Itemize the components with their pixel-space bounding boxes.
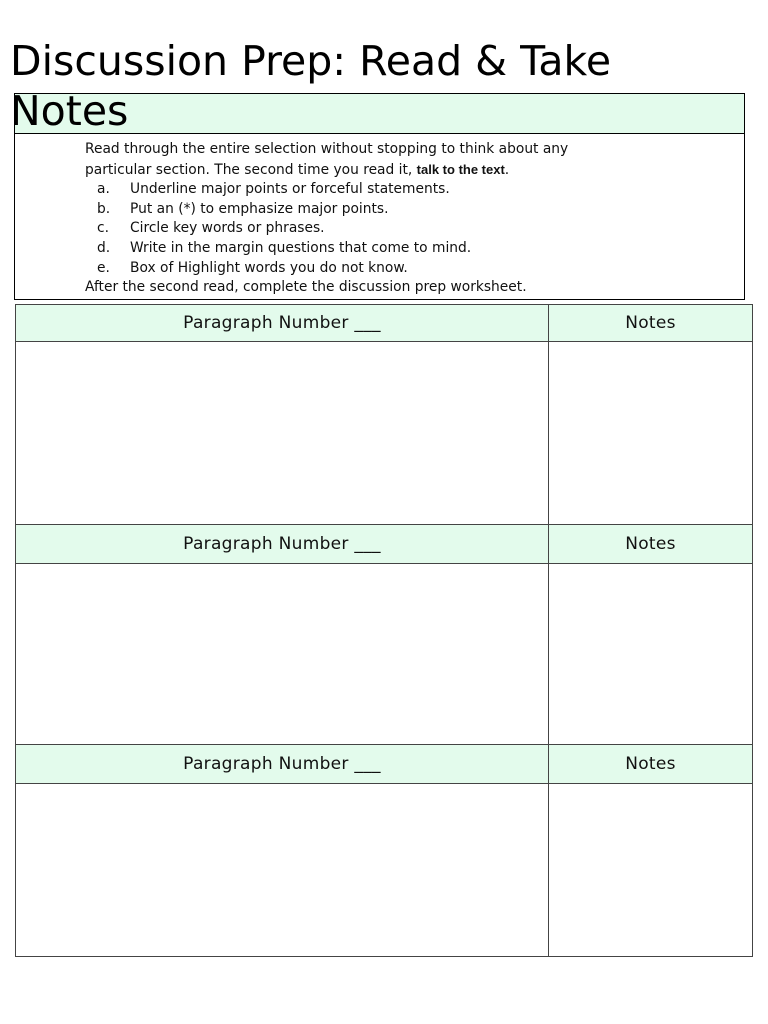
step-text: Underline major points or forceful statements. — [130, 181, 450, 198]
section-body-row — [16, 784, 753, 957]
talk-to-text-emphasis: talk to the text — [416, 161, 505, 177]
notes-header: Notes — [549, 305, 753, 342]
section-header-row — [16, 305, 753, 342]
step-item — [85, 239, 744, 259]
instructions-line-2-text: particular section. The second time you read it, — [85, 161, 417, 178]
paragraph-writing-area[interactable] — [16, 342, 549, 525]
paragraph-number-header: Paragraph Number ___ — [16, 305, 549, 342]
notes-header: Notes — [549, 525, 753, 564]
notes-writing-area[interactable] — [549, 564, 753, 745]
step-label: d. — [97, 239, 111, 256]
step-item — [85, 219, 744, 239]
section-header-row — [16, 525, 753, 564]
instructions-line-2-end: . — [504, 161, 510, 178]
step-label: e. — [97, 259, 110, 276]
section-body-row — [16, 564, 753, 745]
paragraph-number-header: Paragraph Number ___ — [16, 525, 549, 564]
instructions-closing: After the second read, complete the discussion prep worksheet. — [85, 279, 527, 296]
paragraph-number-header: Paragraph Number ___ — [16, 745, 549, 784]
step-label: a. — [97, 181, 110, 198]
step-item — [85, 259, 744, 279]
section-header-row — [16, 745, 753, 784]
notes-writing-area[interactable] — [549, 784, 753, 957]
notes-header: Notes — [549, 745, 753, 784]
step-label: c. — [97, 220, 109, 237]
step-item — [85, 180, 744, 200]
page-title: Discussion Prep: Read & Take Notes — [10, 37, 612, 135]
step-text: Write in the margin questions that come to mind. — [130, 239, 472, 256]
paragraph-writing-area[interactable] — [16, 784, 549, 957]
notes-writing-area[interactable] — [549, 342, 753, 525]
notes-table — [15, 304, 753, 957]
step-text: Circle key words or phrases. — [130, 220, 325, 237]
step-text: Box of Highlight words you do not know. — [130, 259, 408, 276]
paragraph-writing-area[interactable] — [16, 564, 549, 745]
instructions-line-1: Read through the entire selection without stopping to think about any — [85, 141, 569, 157]
instructions-line-2 — [85, 160, 744, 181]
step-label: b. — [97, 200, 111, 217]
section-body-row — [16, 342, 753, 525]
step-item — [85, 200, 744, 220]
instructions-body — [15, 134, 744, 298]
step-text: Put an (*) to emphasize major points. — [130, 200, 389, 217]
